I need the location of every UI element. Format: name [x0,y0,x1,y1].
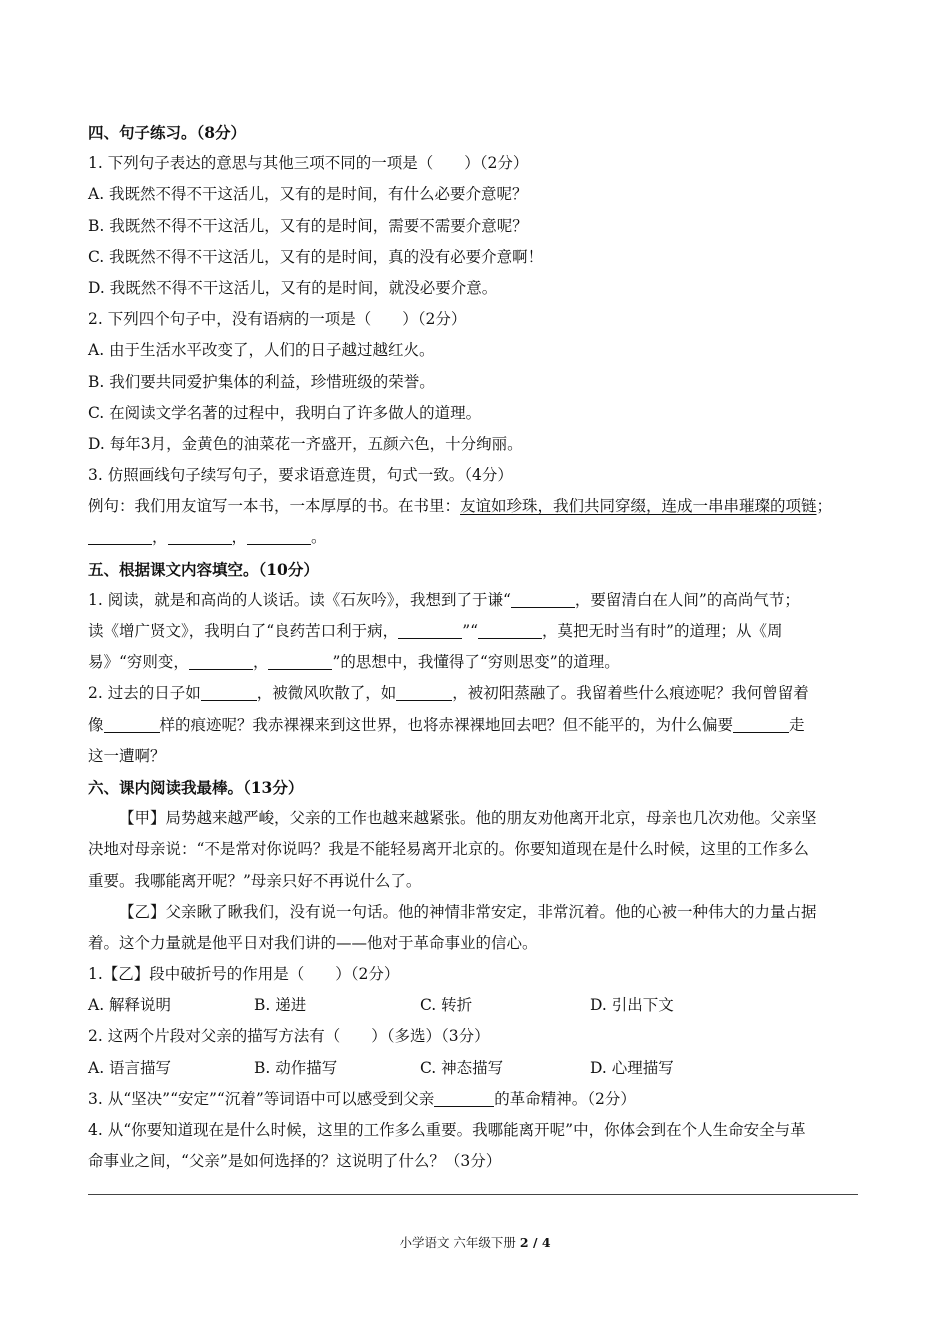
s4-q2-option-d: D. 每年3月，金黄色的油菜花一齐盛开，五颜六色，十分绚丽。 [88,434,523,453]
passage-jia-line-1: 【甲】局势越来越严峻，父亲的工作也越来越紧张。他的朋友劝他离开北京，母亲也几次劝他。父亲坚 [119,809,817,828]
s4-q1-option-a: A. 我既然不得不干这活儿，又有的是时间，有什么必要介意呢？ [88,185,528,204]
s6-q1-options [88,990,866,1021]
s6-q2-option-a: A. 语言描写 [88,1058,172,1077]
answer-blank[interactable] [104,714,160,733]
passage-jia-line-2: 决地对母亲说：“不是常对你说吗？我是不能轻易离开北京的。你要知道现在是什么时候，这里的工作多么 [88,840,809,859]
s5-q2-line-2: 像 样的痕迹呢？我赤裸裸来到这世界，也将赤裸裸地回去吧？但不能平的，为什么偏要 走 [88,715,805,734]
passage-yi-line-2: 着。这个力量就是他平日对我们讲的——他对于革命事业的信心。 [88,933,538,952]
s6-q1-option-d: D. 引出下文 [590,996,674,1015]
s5-q1-line-2: 读《增广贤文》，我明白了“良药苦口利于病， ”“ ，莫把无时当有时”的道理；从《周 [88,622,783,640]
s4-q1-option-b: B. 我既然不得不干这活儿，又有的是时间，需要不需要介意呢？ [88,216,528,235]
answer-blank[interactable] [434,1088,494,1107]
answer-blank[interactable] [201,682,257,701]
s4-question-1: 1. 下列句子表达的意思与其他三项不同的一项是（ ）（2分） [88,154,529,173]
page-number: 2 / 4 [519,1235,551,1250]
s4-q1-option-c: C. 我既然不得不干这活儿，又有的是时间，真的没有必要介意啊！ [88,247,544,266]
page-footer: 小学语文 六年级下册 2 / 4 [399,1235,551,1250]
s4-q2-option-a: A. 由于生活水平改变了，人们的日子越过越红火。 [88,341,435,360]
s4-q3-example: 例句：我们用友谊写一本书，一本厚厚的书。在书里：友谊如珍珠，我们共同穿缀，连成一串串璀璨的项链； [88,497,833,516]
s4-question-3: 3. 仿照画线句子续写句子，要求语意连贯，句式一致。（4分） [88,466,513,485]
answer-blank[interactable] [733,714,789,733]
answer-blank[interactable] [168,526,232,545]
answer-blank[interactable] [247,526,311,545]
passage-yi-line-1: 【乙】父亲瞅了瞅我们，没有说一句话。他的神情非常安定，非常沉着。他的心被一种伟大的力量占据 [119,902,817,921]
exam-page [88,117,866,1177]
passage-jia-line-3: 重要。我哪能离开呢？”母亲只好不再说什么了。 [88,871,422,890]
s4-q2-option-c: C. 在阅读文学名著的过程中，我明白了许多做人的道理。 [88,403,482,422]
s6-q2-option-b: B. 动作描写 [254,1058,338,1077]
s5-q2-line-1: 2. 过去的日子如 ，被微风吹散了，如 ，被初阳蒸融了。我留着些什么痕迹呢？我何曾留着 [88,684,809,703]
s6-question-4-line-1: 4. 从“你要知道现在是什么时候，这里的工作多么重要。我哪能离开呢”中，你体会到在个人生命安全与革 [88,1121,806,1139]
s5-q1-line-1: 1. 阅读，就是和高尚的人谈话。读《石灰吟》，我想到了于谦“ ，要留清白在人间”的高尚气节； [88,590,800,609]
s4-q2-option-b: B. 我们要共同爱护集体的利益，珍惜班级的荣誉。 [88,372,435,391]
s6-q1-option-a: A. 解释说明 [88,996,172,1015]
answer-blank[interactable] [268,651,332,670]
s6-question-4-line-2: 命事业之间，“父亲”是如何选择的？这说明了什么？（3分） [88,1152,502,1171]
s6-q1-option-c: C. 转折 [420,996,473,1015]
answer-blank[interactable] [511,589,575,608]
s6-question-3: 3. 从“坚决”“安定”“沉着”等词语中可以感受到父亲 的革命精神。（2分） [88,1089,636,1108]
s6-q1-option-b: B. 递进 [254,996,307,1015]
underlined-sentence: 友谊如珍珠，我们共同穿缀，连成一串串璀璨的项链 [460,497,817,516]
section-four-title: 四、句子练习。（8分） [88,123,247,142]
s6-q2-options [88,1053,866,1084]
answer-blank[interactable] [88,526,152,545]
s6-question-2: 2. 这两个片段对父亲的描写方法有（ ）（多选）（3分） [88,1027,490,1046]
s6-question-1: 1.【乙】段中破折号的作用是（ ）（2分） [88,965,400,984]
s4-q3-answer-blanks: ， ， 。 [88,522,866,553]
s6-q2-option-c: C. 神态描写 [420,1058,504,1077]
s5-q2-line-3: 这一遭啊？ [88,746,166,765]
s5-q1-line-3: 易》“穷则变， ， ”的思想中，我懂得了“穷则思变”的道理。 [88,653,620,672]
s4-q1-option-d: D. 我既然不得不干这活儿，又有的是时间，就没必要介意。 [88,278,498,297]
section-six-title: 六、课内阅读我最棒。（13分） [88,777,304,797]
answer-blank[interactable] [189,651,253,670]
answer-blank[interactable] [396,682,452,701]
s6-q2-option-d: D. 心理描写 [590,1058,674,1077]
answer-blank[interactable] [398,620,462,639]
section-five-title: 五、根据课文内容填空。（10分） [88,559,319,579]
answer-writing-line[interactable] [88,1194,858,1195]
s4-question-2: 2. 下列四个句子中，没有语病的一项是（ ）（2分） [88,310,467,329]
answer-blank[interactable] [478,620,542,639]
